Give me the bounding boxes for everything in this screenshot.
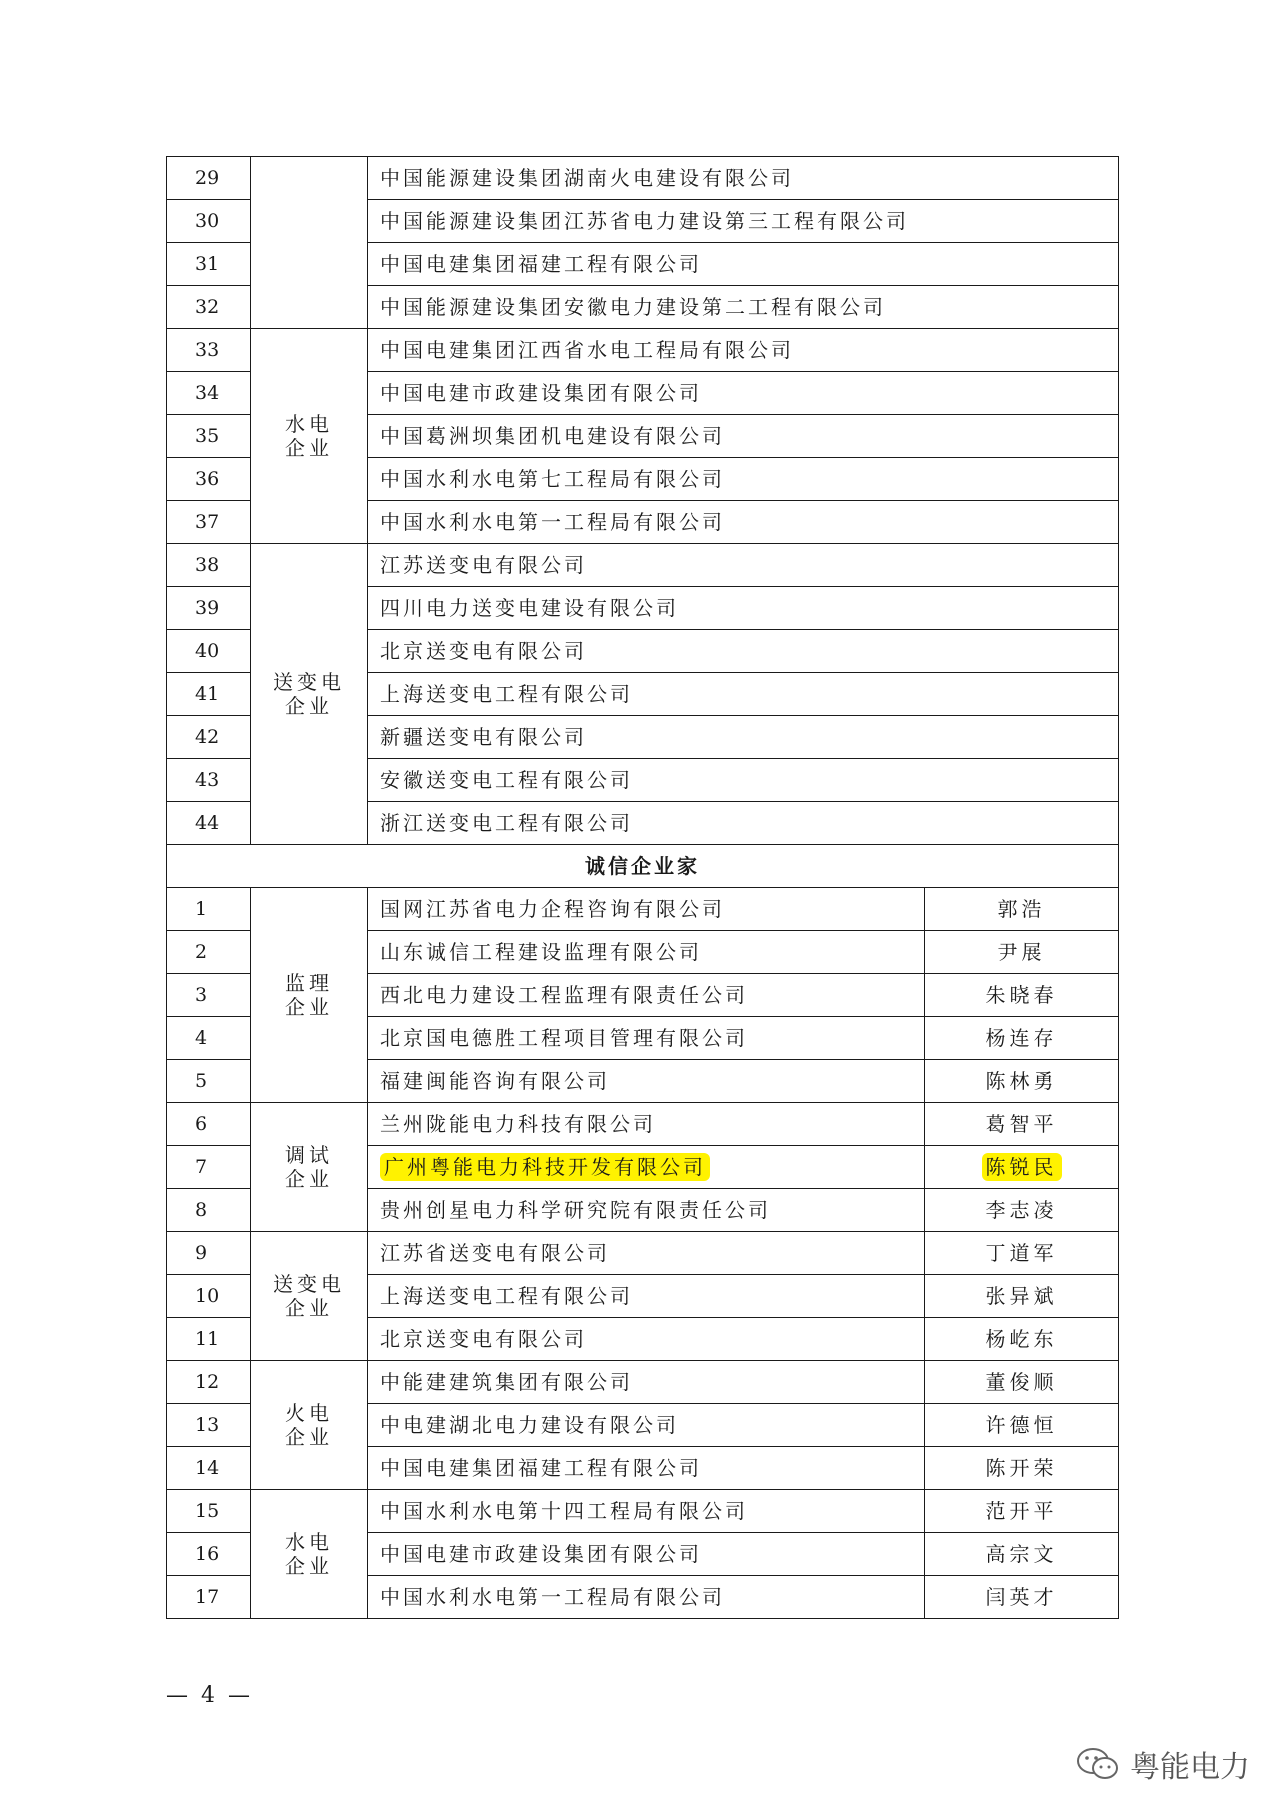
row-number: 4 — [167, 1017, 251, 1060]
group-label-supervision: 监理 企业 — [251, 888, 368, 1103]
company-name: 北京送变电有限公司 — [368, 630, 1119, 673]
person-name: 许德恒 — [925, 1404, 1119, 1447]
company-name: 中国能源建设集团江苏省电力建设第三工程有限公司 — [368, 200, 1119, 243]
group-cell-empty — [251, 157, 368, 329]
wechat-icon — [1076, 1746, 1120, 1782]
page-number: — 4 — — [166, 1683, 253, 1708]
company-name: 中国水利水电第一工程局有限公司 — [368, 501, 1119, 544]
row-number: 43 — [167, 759, 251, 802]
person-name: 朱晓春 — [925, 974, 1119, 1017]
person-name: 葛智平 — [925, 1103, 1119, 1146]
person-name: 董俊顺 — [925, 1361, 1119, 1404]
watermark-text: 粤能电力 — [1130, 1750, 1250, 1785]
person-name: 闫英才 — [925, 1576, 1119, 1619]
row-number: 3 — [167, 974, 251, 1017]
table-row — [167, 888, 1119, 931]
row-number: 9 — [167, 1232, 251, 1275]
person-name: 陈开荣 — [925, 1447, 1119, 1490]
row-number: 6 — [167, 1103, 251, 1146]
table-row — [167, 1103, 1119, 1146]
group-label-commissioning: 调试 企业 — [251, 1103, 368, 1232]
company-name: 山东诚信工程建设监理有限公司 — [368, 931, 925, 974]
row-number: 8 — [167, 1189, 251, 1232]
company-name: 四川电力送变电建设有限公司 — [368, 587, 1119, 630]
row-number: 2 — [167, 931, 251, 974]
person-name: 杨屹东 — [925, 1318, 1119, 1361]
person-name: 李志凌 — [925, 1189, 1119, 1232]
company-name: 中国水利水电第十四工程局有限公司 — [368, 1490, 925, 1533]
company-name: 中国电建集团福建工程有限公司 — [368, 1447, 925, 1490]
company-name: 中国水利水电第七工程局有限公司 — [368, 458, 1119, 501]
row-number: 1 — [167, 888, 251, 931]
row-number: 10 — [167, 1275, 251, 1318]
row-number: 17 — [167, 1576, 251, 1619]
table-row — [167, 157, 1119, 200]
group-label-transmission: 送变电 企业 — [251, 1232, 368, 1361]
section-header-row — [167, 845, 1119, 888]
company-name: 兰州陇能电力科技有限公司 — [368, 1103, 925, 1146]
row-number: 16 — [167, 1533, 251, 1576]
company-name: 中电建湖北电力建设有限公司 — [368, 1404, 925, 1447]
company-name: 中国能源建设集团湖南火电建设有限公司 — [368, 157, 1119, 200]
row-number: 33 — [167, 329, 251, 372]
row-number: 7 — [167, 1146, 251, 1189]
person-name: 高宗文 — [925, 1533, 1119, 1576]
section-title: 诚信企业家 — [167, 845, 1119, 888]
company-name: 中国葛洲坝集团机电建设有限公司 — [368, 415, 1119, 458]
group-label-thermal: 火电 企业 — [251, 1361, 368, 1490]
company-name-cell — [368, 1146, 925, 1189]
row-number: 15 — [167, 1490, 251, 1533]
company-name: 中国电建集团福建工程有限公司 — [368, 243, 1119, 286]
company-name: 上海送变电工程有限公司 — [368, 673, 1119, 716]
company-name: 中国水利水电第一工程局有限公司 — [368, 1576, 925, 1619]
company-name: 中国能源建设集团安徽电力建设第二工程有限公司 — [368, 286, 1119, 329]
row-number: 14 — [167, 1447, 251, 1490]
row-number: 37 — [167, 501, 251, 544]
person-name: 范开平 — [925, 1490, 1119, 1533]
company-name: 新疆送变电有限公司 — [368, 716, 1119, 759]
company-name: 西北电力建设工程监理有限责任公司 — [368, 974, 925, 1017]
company-name: 中国电建集团江西省水电工程局有限公司 — [368, 329, 1119, 372]
row-number: 11 — [167, 1318, 251, 1361]
company-name: 江苏送变电有限公司 — [368, 544, 1119, 587]
row-number: 32 — [167, 286, 251, 329]
row-number: 40 — [167, 630, 251, 673]
table-row — [167, 1361, 1119, 1404]
company-name: 中国电建市政建设集团有限公司 — [368, 372, 1119, 415]
company-name: 上海送变电工程有限公司 — [368, 1275, 925, 1318]
company-name: 北京送变电有限公司 — [368, 1318, 925, 1361]
person-name: 陈林勇 — [925, 1060, 1119, 1103]
row-number: 34 — [167, 372, 251, 415]
table-row — [167, 329, 1119, 372]
wechat-watermark — [1076, 1742, 1250, 1786]
row-number: 36 — [167, 458, 251, 501]
company-name: 中能建建筑集团有限公司 — [368, 1361, 925, 1404]
award-list-table — [166, 156, 1119, 1619]
company-name: 安徽送变电工程有限公司 — [368, 759, 1119, 802]
company-name: 贵州创星电力科学研究院有限责任公司 — [368, 1189, 925, 1232]
person-name: 张异斌 — [925, 1275, 1119, 1318]
row-number: 5 — [167, 1060, 251, 1103]
table-row — [167, 1490, 1119, 1533]
group-label-transmission: 送变电 企业 — [251, 544, 368, 845]
person-name: 郭浩 — [925, 888, 1119, 931]
person-name: 杨连存 — [925, 1017, 1119, 1060]
row-number: 31 — [167, 243, 251, 286]
person-name: 丁道军 — [925, 1232, 1119, 1275]
company-name: 北京国电德胜工程项目管理有限公司 — [368, 1017, 925, 1060]
row-number: 39 — [167, 587, 251, 630]
group-label-hydropower: 水电 企业 — [251, 329, 368, 544]
group-label-hydropower: 水电 企业 — [251, 1490, 368, 1619]
company-name: 国网江苏省电力企程咨询有限公司 — [368, 888, 925, 931]
row-number: 42 — [167, 716, 251, 759]
person-name: 尹展 — [925, 931, 1119, 974]
highlighted-person-name: 陈锐民 — [982, 1153, 1062, 1181]
row-number: 30 — [167, 200, 251, 243]
row-number: 38 — [167, 544, 251, 587]
row-number: 13 — [167, 1404, 251, 1447]
person-name-cell — [925, 1146, 1119, 1189]
company-name: 浙江送变电工程有限公司 — [368, 802, 1119, 845]
company-name: 中国电建市政建设集团有限公司 — [368, 1533, 925, 1576]
row-number: 41 — [167, 673, 251, 716]
row-number: 12 — [167, 1361, 251, 1404]
table-row — [167, 1232, 1119, 1275]
company-name: 福建闽能咨询有限公司 — [368, 1060, 925, 1103]
table-row — [167, 544, 1119, 587]
company-name: 江苏省送变电有限公司 — [368, 1232, 925, 1275]
row-number: 44 — [167, 802, 251, 845]
row-number: 35 — [167, 415, 251, 458]
highlighted-company-name: 广州粤能电力科技开发有限公司 — [380, 1153, 710, 1181]
row-number: 29 — [167, 157, 251, 200]
